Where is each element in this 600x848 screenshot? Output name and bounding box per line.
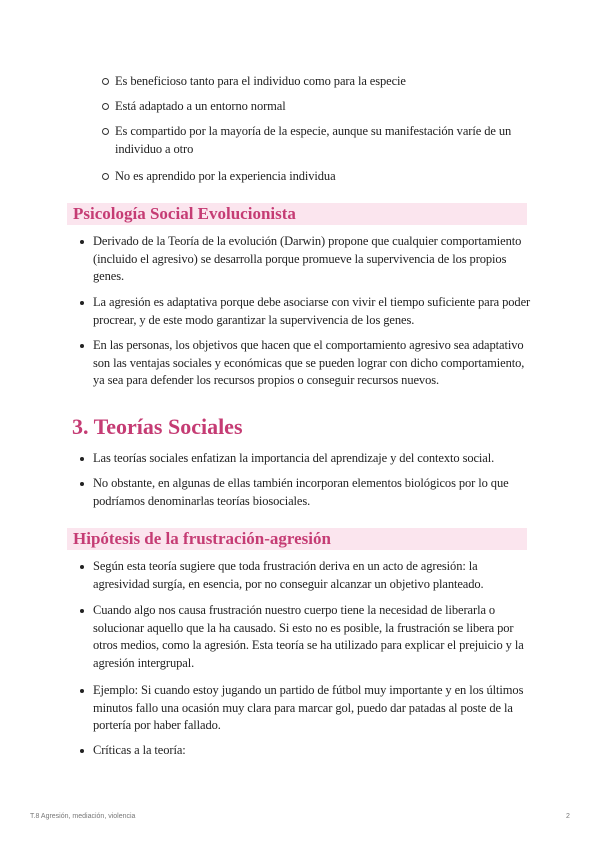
- list-item: Las teorías sociales enfatizan la importancia del aprendizaje y del contexto social.: [93, 451, 495, 465]
- list-item: Está adaptado a un entorno normal: [115, 99, 286, 113]
- list-item: La agresión es adaptativa porque debe asociarse con vivir el tiempo suficiente para poder procrear, y de este modo garantizar la supervivencia de los genes.: [93, 295, 531, 327]
- list-item: Ejemplo: Si cuando estoy jugando un partido de fútbol muy importante y en los últimos minutos fallo una ocasión muy clara para marcar gol, puedo dar patadas al poste de la portería por haber fallado.: [93, 683, 524, 732]
- list-item: No obstante, en algunas de ellas también incorporan elementos biológicos por lo que podríamos denominarlas teorías biosociales.: [93, 476, 509, 508]
- bullet-icon: [80, 457, 84, 461]
- section-title-teorias-sociales: 3. Teorías Sociales: [72, 414, 243, 439]
- list-item: Es beneficioso tanto para el individuo como para la especie: [115, 74, 406, 88]
- sub-bullet-icon: [102, 78, 109, 85]
- list-item: Derivado de la Teoría de la evolución (Darwin) propone que cualquier comportamiento (incluido el agresivo) se desarrolla porque promueve la supervivencia de los propios genes.: [93, 234, 522, 283]
- sub-bullet-icon: [102, 128, 109, 135]
- section-heading-evolucionista: Psicología Social Evolucionista: [67, 203, 527, 225]
- bullet-icon: [80, 482, 84, 486]
- list-item: No es aprendido por la experiencia individua: [115, 169, 336, 183]
- section-heading-frustracion: Hipótesis de la frustración-agresión: [67, 528, 527, 550]
- bullet-icon: [80, 609, 84, 613]
- sub-bullet-icon: [102, 103, 109, 110]
- list-item: Es compartido por la mayoría de la especie, aunque su manifestación varíe de un individuo a otro: [115, 124, 512, 156]
- list-item: Críticas a la teoría:: [93, 743, 186, 757]
- bullet-icon: [80, 689, 84, 693]
- list-item: En las personas, los objetivos que hacen que el comportamiento agresivo sea adaptativo son las ventajas sociales y económicas que se pueden lograr con dicho comportamiento, ya sea para defender los recursos propios o conseguir recursos nuevos.: [93, 338, 525, 387]
- bullet-icon: [80, 344, 84, 348]
- list-item: Cuando algo nos causa frustración nuestro cuerpo tiene la necesidad de liberarla o solucionar aquello que la ha causado. Si esto no es posible, la frustración se libera por otros medios, como la agresión. Esta teoría se ha utilizado para explicar el prejuicio y la agresión intergrupal.: [93, 603, 524, 670]
- page-number: 2: [566, 813, 570, 820]
- list-item: Según esta teoría sugiere que toda frustración deriva en un acto de agresión: la agresividad surgía, en esencia, por no conseguir alcanzar un objetivo planteado.: [93, 559, 484, 591]
- bullet-icon: [80, 240, 84, 244]
- sub-bullet-icon: [102, 173, 109, 180]
- bullet-icon: [80, 565, 84, 569]
- footer-title: T.8 Agresión, mediación, violencia: [30, 813, 136, 820]
- bullet-icon: [80, 301, 84, 305]
- bullet-icon: [80, 749, 84, 753]
